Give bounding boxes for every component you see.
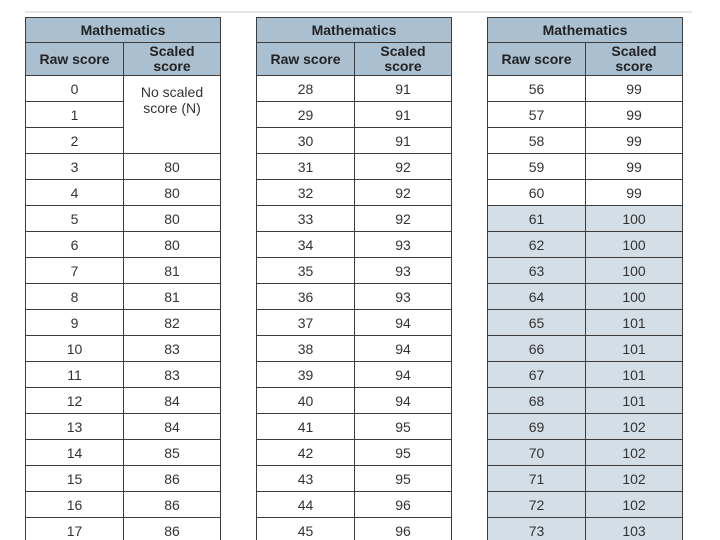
scaled-score-cell: 86 (124, 466, 221, 492)
raw-score-cell: 1 (26, 102, 124, 128)
scaled-score-cell: 99 (586, 102, 683, 128)
table-row (488, 232, 683, 258)
table-row (26, 258, 221, 284)
raw-score-cell: 38 (257, 336, 355, 362)
table-row (257, 128, 452, 154)
table-row (257, 310, 452, 336)
scaled-score-cell: 100 (586, 284, 683, 310)
raw-score-cell: 0 (26, 76, 124, 102)
no-scaled-score-cell: No scaled score (N) (124, 76, 221, 154)
table-row (488, 492, 683, 518)
raw-score-cell: 58 (488, 128, 586, 154)
table-row (257, 492, 452, 518)
table-row (257, 414, 452, 440)
raw-score-cell: 14 (26, 440, 124, 466)
raw-score-cell: 2 (26, 128, 124, 154)
scaled-score-cell: 100 (586, 206, 683, 232)
scaled-score-cell: 92 (355, 180, 452, 206)
scaled-score-cell: 99 (586, 154, 683, 180)
table-row (488, 336, 683, 362)
raw-score-cell: 60 (488, 180, 586, 206)
table-row (488, 362, 683, 388)
raw-score-cell: 42 (257, 440, 355, 466)
table-row (488, 102, 683, 128)
scaled-score-cell: 83 (124, 336, 221, 362)
table-row (488, 388, 683, 414)
scaled-score-cell: 99 (586, 180, 683, 206)
table-row (26, 440, 221, 466)
scaled-score-cell: 92 (355, 154, 452, 180)
table-row (26, 518, 221, 540)
raw-score-cell: 56 (488, 76, 586, 102)
table-row (257, 362, 452, 388)
raw-score-cell: 28 (257, 76, 355, 102)
scaled-score-cell: 95 (355, 414, 452, 440)
table-row (26, 232, 221, 258)
scaled-score-cell: 91 (355, 128, 452, 154)
table-row (26, 336, 221, 362)
scaled-score-cell: 95 (355, 466, 452, 492)
table-row (488, 414, 683, 440)
raw-score-cell: 70 (488, 440, 586, 466)
raw-score-cell: 37 (257, 310, 355, 336)
score-table-1 (25, 17, 221, 540)
table-row (257, 232, 452, 258)
table-row (257, 102, 452, 128)
raw-score-cell: 65 (488, 310, 586, 336)
scaled-score-cell: 101 (586, 388, 683, 414)
raw-score-cell: 64 (488, 284, 586, 310)
table-row (26, 362, 221, 388)
table-row (257, 336, 452, 362)
top-divider (25, 11, 692, 13)
scaled-score-cell: 99 (586, 76, 683, 102)
raw-score-cell: 34 (257, 232, 355, 258)
scaled-score-header: Scaled score (586, 43, 683, 76)
raw-score-header: Raw score (26, 43, 124, 76)
raw-score-cell: 31 (257, 154, 355, 180)
scaled-score-cell: 81 (124, 284, 221, 310)
raw-score-cell: 17 (26, 518, 124, 540)
table-row (257, 180, 452, 206)
table-row (26, 206, 221, 232)
raw-score-cell: 72 (488, 492, 586, 518)
raw-score-cell: 12 (26, 388, 124, 414)
raw-score-cell: 43 (257, 466, 355, 492)
scaled-score-cell: 86 (124, 492, 221, 518)
raw-score-cell: 9 (26, 310, 124, 336)
table-row (257, 518, 452, 540)
scaled-score-cell: 82 (124, 310, 221, 336)
table-row (26, 414, 221, 440)
raw-score-cell: 69 (488, 414, 586, 440)
raw-score-cell: 63 (488, 258, 586, 284)
raw-score-cell: 5 (26, 206, 124, 232)
scaled-score-cell: 103 (586, 518, 683, 540)
raw-score-cell: 16 (26, 492, 124, 518)
raw-score-cell: 71 (488, 466, 586, 492)
raw-score-cell: 35 (257, 258, 355, 284)
table-row (257, 76, 452, 102)
score-table-2 (256, 17, 452, 540)
table-row (488, 76, 683, 102)
raw-score-cell: 15 (26, 466, 124, 492)
table-row (488, 180, 683, 206)
raw-score-cell: 57 (488, 102, 586, 128)
scaled-score-cell: 94 (355, 310, 452, 336)
scaled-score-cell: 101 (586, 310, 683, 336)
raw-score-cell: 41 (257, 414, 355, 440)
scaled-score-cell: 102 (586, 466, 683, 492)
scaled-score-cell: 102 (586, 414, 683, 440)
raw-score-cell: 3 (26, 154, 124, 180)
scaled-score-cell: 95 (355, 440, 452, 466)
scaled-score-cell: 84 (124, 388, 221, 414)
table-row (488, 258, 683, 284)
raw-score-cell: 36 (257, 284, 355, 310)
table-row (257, 284, 452, 310)
raw-score-cell: 68 (488, 388, 586, 414)
raw-score-cell: 67 (488, 362, 586, 388)
scaled-score-cell: 81 (124, 258, 221, 284)
scaled-score-cell: 96 (355, 518, 452, 540)
raw-score-cell: 29 (257, 102, 355, 128)
raw-score-cell: 39 (257, 362, 355, 388)
table-row (26, 310, 221, 336)
table-row (257, 206, 452, 232)
scaled-score-cell: 94 (355, 336, 452, 362)
scaled-score-cell: 93 (355, 232, 452, 258)
table-row (257, 154, 452, 180)
scaled-score-cell: 100 (586, 232, 683, 258)
scaled-score-cell: 100 (586, 258, 683, 284)
raw-score-cell: 8 (26, 284, 124, 310)
scaled-score-cell: 101 (586, 362, 683, 388)
scaled-score-cell: 94 (355, 362, 452, 388)
table-row (488, 206, 683, 232)
scaled-score-cell: 80 (124, 180, 221, 206)
raw-score-cell: 4 (26, 180, 124, 206)
scaled-score-cell: 85 (124, 440, 221, 466)
table-row (26, 180, 221, 206)
raw-score-cell: 40 (257, 388, 355, 414)
table-row (488, 440, 683, 466)
table-row (257, 466, 452, 492)
raw-score-cell: 44 (257, 492, 355, 518)
raw-score-cell: 66 (488, 336, 586, 362)
scaled-score-cell: 102 (586, 440, 683, 466)
table-title: Mathematics (26, 18, 221, 43)
table-row (488, 284, 683, 310)
table-title: Mathematics (488, 18, 683, 43)
raw-score-cell: 73 (488, 518, 586, 540)
raw-score-cell: 11 (26, 362, 124, 388)
scaled-score-header: Scaled score (124, 43, 221, 76)
scaled-score-cell: 83 (124, 362, 221, 388)
raw-score-cell: 13 (26, 414, 124, 440)
scaled-score-cell: 80 (124, 206, 221, 232)
raw-score-cell: 33 (257, 206, 355, 232)
scaled-score-cell: 94 (355, 388, 452, 414)
raw-score-cell: 59 (488, 154, 586, 180)
table-row (488, 466, 683, 492)
table-row (488, 128, 683, 154)
table-row (257, 258, 452, 284)
scaled-score-cell: 84 (124, 414, 221, 440)
scaled-score-cell: 96 (355, 492, 452, 518)
raw-score-cell: 62 (488, 232, 586, 258)
raw-score-header: Raw score (488, 43, 586, 76)
score-table-3 (487, 17, 683, 540)
raw-score-cell: 61 (488, 206, 586, 232)
table-row (488, 154, 683, 180)
scaled-score-cell: 99 (586, 128, 683, 154)
scaled-score-header: Scaled score (355, 43, 452, 76)
scaled-score-cell: 93 (355, 258, 452, 284)
raw-score-cell: 10 (26, 336, 124, 362)
raw-score-cell: 30 (257, 128, 355, 154)
table-row (26, 284, 221, 310)
table-row (26, 492, 221, 518)
table-row (257, 388, 452, 414)
table-row (26, 154, 221, 180)
scaled-score-cell: 86 (124, 518, 221, 540)
table-row (26, 466, 221, 492)
scaled-score-cell: 80 (124, 232, 221, 258)
scaled-score-cell: 80 (124, 154, 221, 180)
raw-score-header: Raw score (257, 43, 355, 76)
scaled-score-cell: 101 (586, 336, 683, 362)
raw-score-cell: 32 (257, 180, 355, 206)
raw-score-cell: 7 (26, 258, 124, 284)
raw-score-cell: 45 (257, 518, 355, 540)
table-title: Mathematics (257, 18, 452, 43)
table-row (488, 310, 683, 336)
table-row (257, 440, 452, 466)
table-row (488, 518, 683, 540)
scaled-score-cell: 92 (355, 206, 452, 232)
raw-score-cell: 6 (26, 232, 124, 258)
scaled-score-cell: 91 (355, 102, 452, 128)
scaled-score-cell: 91 (355, 76, 452, 102)
table-row (26, 388, 221, 414)
scaled-score-cell: 102 (586, 492, 683, 518)
table-row (26, 76, 221, 102)
scaled-score-cell: 93 (355, 284, 452, 310)
